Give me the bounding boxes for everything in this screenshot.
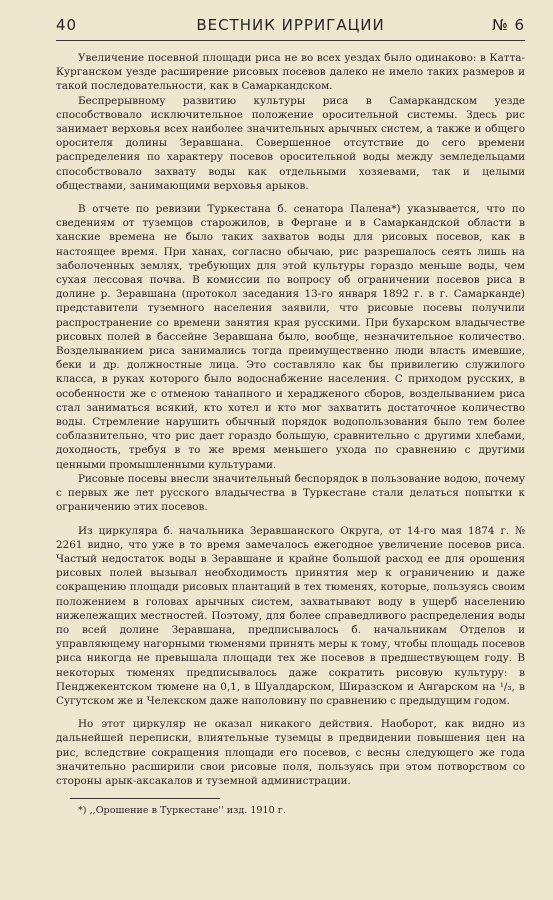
paragraph: Беспрерывному развитию культуры риса в Самаркандском уезде способствовало исключительное положение оросительной системы. Здесь рис занимает верховья всех наиболее значительных арычных систем, а также и общего оросителя долины Зеравшана. Совершенное отсутствие до сего времени распределения по характеру посевов оросительной воды между земледельцами способствовало захвату воды как отдельными хозяевами, так и целыми обществами, занимающими верховья арыков. bbox=[56, 94, 525, 192]
journal-title: ВЕСТНИК ИРРИГАЦИИ bbox=[196, 16, 385, 34]
paragraph: В отчете по ревизии Туркестана б. сенатора Палена*) указывается, что по сведениям от туземцов старожилов, в Фергане и в Самаркандской области в ханские времена не было таких захватов воды для рисовых посевов, как в настоящее время. При ханах, согласно обычаю, рис разрешалось сеять лишь на заболоченных землях, требующих для этой культуры гораздо меньше воды, чем сухая лессовая почва. В комиссии по вопросу об ограничении посевов риса в долине р. Зеравшана (протокол заседания 13-го января 1892 г. в г. Самарканде) представители туземного населения заявили, что рисовые посевы получили распространение со времени занятия края русскими. При бухарском владычестве рисовых полей в бассейне Зеравшана было, вообще, незначительное количество. Возделыванием риса занимались тогда преимущественно люди власть имевшие, беки и др. должностные лица. Это составляло как бы привилегию служилого класса, в руках которого было водоснабжение населения. С приходом русских, в особенности же с отменою танапного и херадженого сборов, возделыванием риса стал заниматься всякий, кто хотел и кто мог захватить достаточное количество воды. Стремление нарушить обычный порядок водопользования было тем более соблазнительно, что рис дает гораздо большую, сравнительно с другими хлебами, доходность, требуя в то же время меньшего ухода по сравнению с другими ценными промышленными культурами. bbox=[56, 203, 525, 471]
issue-number: № 6 bbox=[492, 16, 525, 34]
page-number: 40 bbox=[56, 16, 78, 34]
footnote-divider bbox=[70, 798, 220, 799]
page-header bbox=[56, 14, 525, 41]
paragraph: Из циркуляра б. начальника Зеравшанского Округа, от 14-го мая 1874 г. № 2261 видно, что уже в то время замечалось ежегодное увеличение посевов риса. Частый недостаток воды в Зеравшане и крайне большой расход ее для орошения рисовых полей вызывал необходимость принятия мер к ограничению и даже сокращению площади рисовых плантаций в тех тюменях, которые, пользуясь своим положением в головах арычных систем, захватывают воду в ущерб населению нижележащих местностей. Поэтому, для более справедливого распределения воды по всей долине Зеравшана, предписывалось б. начальникам Отделов и управляющему нагорными тюменями принять меры к тому, чтобы площадь посевов риса никогда не превышала площади тех же посевов в предшествующем году. В некоторых тюменях предписывалось даже сократить рисовую культуру: в Пенджекентском тюмене на 0,1, в Шуалдарском, Ширазском и Ангарском на ¹/₃, в Сугутском же и Челекском даже наполовину по сравнению с предыдущим годом. bbox=[56, 524, 525, 707]
paragraph: Но этот циркуляр не оказал никакого действия. Наоборот, как видно из дальнейшей переписки, влиятельные туземцы в предвидении повышения цен на рис, вследствие сокращения площади его посевов, с весны следующего же года значительно расширили свои рисовые поля, пользуясь при этом потворством со стороны арык-аксакалов и туземной администрации. bbox=[56, 718, 525, 787]
footnote: *) ,,Орошение в Туркестане'' изд. 1910 г. bbox=[78, 805, 286, 817]
paragraph: Рисовые посевы внесли значительный беспорядок в пользование водою, почему с первых же лет русского владычества в Туркестане стали делаться попытки к ограничению этих посевов. bbox=[56, 472, 525, 514]
article-body bbox=[56, 51, 525, 788]
paragraph: Увеличение посевной площади риса не во всех уездах было одинаково: в Катта-Курганском уезде расширение рисовых посевов далеко не имело таких размеров и такой последовательности, как в Самаркандском. bbox=[56, 52, 525, 93]
